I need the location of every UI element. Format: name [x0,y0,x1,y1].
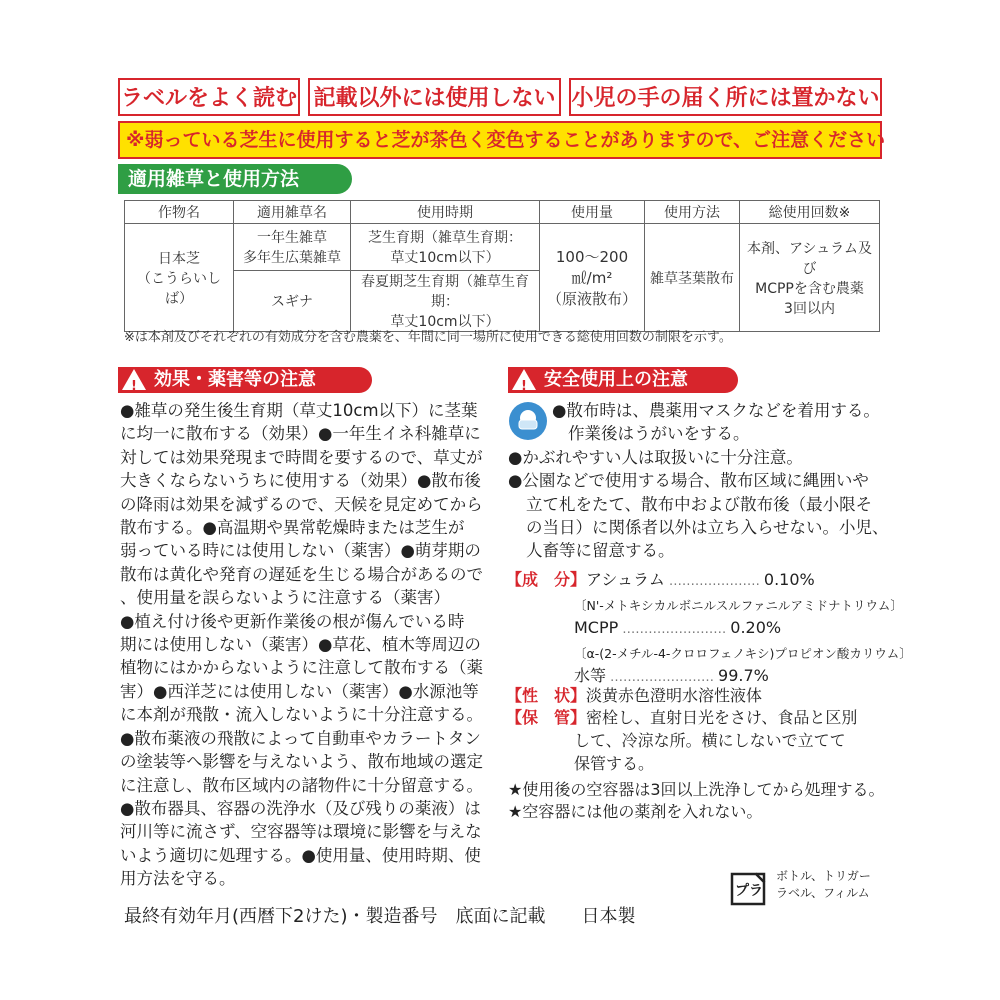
safety-line: ●かぶれやすい人は取扱いに十分注意。 [508,447,803,467]
recycle-mark-text: プラ [735,883,763,899]
ingredient-value: 0.20% [730,618,782,637]
ingredient-dots: …………………… [622,622,727,637]
expiry-manufacturing-note: 最終有効年月(西暦下2けた)・製造番号 底面に記載 日本製 [124,906,636,927]
property-label: 【性 状】 [506,686,587,705]
banner-prefix: ※弱っている芝生に使用すると [126,129,392,151]
recycle-parts [776,868,871,902]
effects-line: 植物にはかからないように注意して散布する（薬 [120,658,483,678]
disposal-line-1: ★使用後の空容器は3回以上洗浄してから処理する。 [508,780,885,799]
recycle-line-2: ラベル、フィルム [776,886,870,900]
header-method: 使用方法 [645,201,740,224]
effects-line: 散布する。●高温期や異常乾燥時または芝生が [120,518,465,538]
effects-line: ●雑草の発生後生育期（草丈10cm以下）に茎葉 [120,401,478,420]
ingredient-name: MCPP [574,618,619,637]
ingredient-row [506,642,912,666]
header-timing: 使用時期 [351,201,540,224]
banner-highlight: 芝が茶色く変色 [391,129,525,151]
safety-line: 立て札をたて、散布中および散布後（最小限そ [526,494,873,514]
ingredient-chemical-name: 〔N'-メトキシカルボニルスルファニルアミドナトリウム〕 [574,597,903,613]
effects-line: 散布は黄化や発育の遅延を生じる場合があるので [120,564,483,584]
safety-line: の当日）に関係者以外は立ち入らせない。小児、 [526,518,889,538]
ingredient-row [506,617,912,642]
ingredients-block [506,569,912,690]
header-count: 総使用回数※ [740,201,880,224]
storage-label: 【保 管】 [506,708,587,727]
warning-read-label: ラベルをよく読む [118,78,300,116]
banner-suffix: することがありますので、ご注意ください [524,129,886,151]
usage-table [124,200,880,332]
safety-body [508,399,889,563]
cell-timing-2: 春夏期芝生育期（雑草生育期： 草丈10cm以下） [351,271,540,332]
effects-line: の塗装等へ影響を与えないよう、散布地域の選定 [120,752,483,772]
property-text: 淡黄赤色澄明水溶性液体 [586,686,763,705]
storage-line-1: 密栓し、直射日光をさけ、食品と区別 [586,708,858,727]
ingredient-row [506,569,912,594]
usage-section-title: 適用雑草と使用方法 [118,164,352,194]
table-row [125,224,880,271]
effects-body [120,399,483,891]
plastic-recycle-icon [726,866,770,910]
effects-section-title [118,367,372,393]
cell-timing-1: 芝生育期（雑草生育期： 草丈10cm以下） [351,224,540,271]
effects-line: 大きくならないうちに使用する（効果）●散布後 [120,471,481,491]
effects-line: の降雨は効果を減ずるので、天候を見定めてから [120,494,483,514]
ingredient-name: アシュラム [586,570,665,589]
safety-line: 作業後はうがいをする。 [568,424,750,444]
safety-section-title [508,367,738,393]
effects-line: 対しては効果発現まで時間を要するので、草丈が [120,447,483,467]
effects-line: に均一に散布する（効果）●一年生イネ科雑草に [120,424,481,444]
header-amount: 使用量 [540,201,645,224]
disposal-line-2: ★空容器には他の薬剤を入れない。 [508,802,763,821]
cell-amount: 100〜200 ㎖/m² （原液散布） [540,224,645,332]
recycle-line-1: ボトル、トリガー [776,869,871,883]
effects-line: 期には使用しない（薬害）●草花、植木等周辺の [120,635,481,655]
table-footnote: ※は本剤及びそれぞれの有効成分を含む農薬を、年間に同一場所に使用できる総使用回数の制限を示す。 [124,330,732,345]
effects-line: ●植え付け後や更新作業後の根が傷んでいる時 [120,611,465,631]
cell-crop: 日本芝 （こうらいしば） [125,224,234,332]
storage-line-3: 保管する。 [574,754,655,773]
ingredient-value: 99.7% [718,666,769,685]
ingredient-chemical-name: 〔α-(2-メチル-4-クロロフェノキシ)プロピオン酸カリウム〕 [574,645,912,661]
effects-line: に注意し、散布区域内の諸物件に十分留意する。 [120,775,483,795]
ingredient-dots: ………………… [668,574,760,589]
cell-weed-1: 一年生雑草 多年生広葉雑草 [234,224,351,271]
safety-line: ●公園などで使用する場合、散布区域に縄囲いや [508,471,869,491]
property-row [506,683,762,706]
cell-count: 本剤、アシュラム及び MCPPを含む農薬 3回以内 [740,224,880,332]
storage-row [506,706,857,775]
header-crop: 作物名 [125,201,234,224]
ingredients-label: 【成 分】 [506,570,587,589]
effects-line: 用方法を守る。 [120,869,236,889]
warning-use-only-as-directed: 記載以外には使用しない [308,78,561,116]
effects-line: に本剤が飛散・流入しないように十分注意する。 [120,705,483,725]
ingredient-value: 0.10% [763,570,815,589]
effects-line: ●散布薬液の飛散によって自動車やカラートタン [120,728,481,748]
effects-line: 害）●西洋芝には使用しない（薬害）●水源池等 [120,681,479,701]
effects-line: ●散布器具、容器の洗浄水（及び残りの薬液）は [120,798,481,818]
effects-title-text: 効果・薬害等の注意 [154,369,316,390]
ingredient-row [506,594,912,618]
safety-title-text: 安全使用上の注意 [544,369,688,390]
header-weed: 適用雑草名 [234,201,351,224]
warning-triangle-icon: ! [512,369,536,390]
effects-line: 河川等に流さず、空容器等は環境に影響を与えな [120,822,482,842]
safety-line: ●散布時は、農薬用マスクなどを着用する。 [552,401,880,420]
storage-line-2: して、冷涼な所。横にしないで立てて [574,731,846,750]
cell-method: 雑草茎葉散布 [645,224,740,332]
warning-keep-from-children: 小児の手の届く所には置かない [569,78,882,116]
effects-line: いよう適切に処理する。●使用量、使用時期、使 [120,845,481,865]
effects-line: 、使用量を誤らないように注意する（薬害） [120,588,450,608]
table-header-row [125,201,880,224]
warning-triangle-icon: ! [122,369,146,390]
lawn-discolor-warning [118,121,886,159]
cell-weed-2: スギナ [234,271,351,332]
disposal-block [508,779,885,823]
safety-line: 人畜等に留意する。 [526,541,675,561]
ingredient-name: 水等 [574,666,607,685]
effects-line: 弱っている時には使用しない（薬害）●萌芽期の [120,541,481,561]
ingredient-dots: …………………… [610,670,715,685]
